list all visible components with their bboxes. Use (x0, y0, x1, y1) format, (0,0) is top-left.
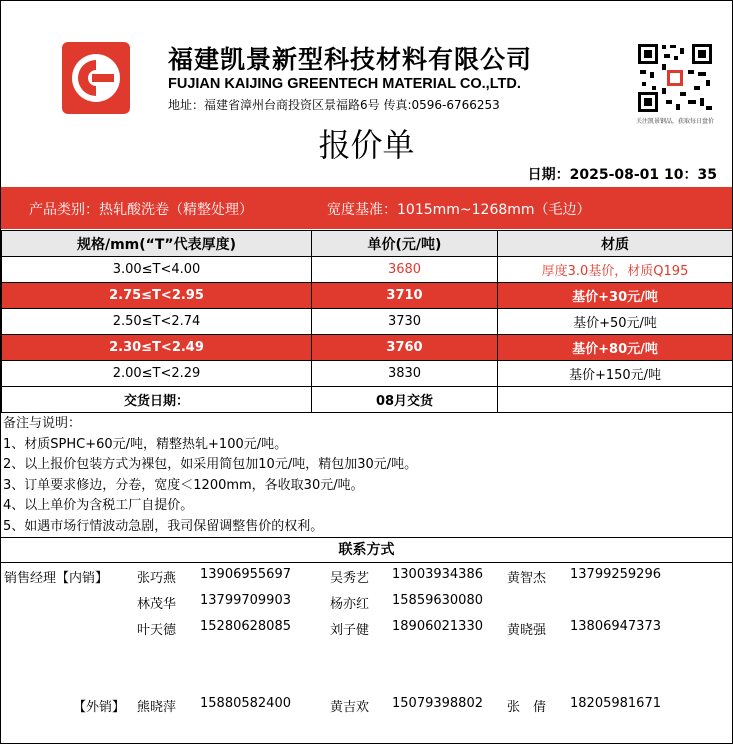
note-item: 1、材质SPHC+60元/吨，精整热轧+100元/吨。 (3, 436, 288, 452)
table-row (2, 309, 733, 335)
contact-name: 熊晓萍 (137, 700, 177, 715)
contact-phone[interactable]: 15079398802 (392, 696, 483, 711)
contact-name: 刘子健 (330, 623, 370, 638)
company-name-en: FUJIAN KAIJING GREENTECH MATERIAL CO.,LTD. (168, 76, 521, 92)
spec-cell: 2.75≤T<2.95 (2, 283, 312, 309)
qr-code-icon[interactable] (636, 42, 714, 114)
contact-phone[interactable]: 15880582400 (200, 696, 291, 711)
spec-cell: 3.00≤T<4.00 (2, 257, 312, 283)
company-name-cn: 福建凯景新型科技材料有限公司 (168, 45, 533, 74)
column-header: 单价(元/吨) (312, 231, 498, 257)
product-category: 产品类别：热轧酸洗卷（精整处理） (29, 202, 253, 218)
export-sales-label: 【外销】 (73, 700, 126, 715)
material-cell: 基价+150元/吨 (498, 361, 733, 387)
contact-name: 黄晓强 (507, 623, 547, 638)
material-cell: 厚度3.0基价，材质Q195 (498, 257, 733, 283)
price-cell: 3710 (312, 283, 498, 309)
column-header: 材质 (498, 231, 733, 257)
contact-phone[interactable]: 13906955697 (200, 567, 291, 582)
price-cell: 3730 (312, 309, 498, 335)
spec-cell: 2.50≤T<2.74 (2, 309, 312, 335)
contact-phone[interactable]: 13003934386 (392, 567, 483, 582)
spec-cell: 2.30≤T<2.49 (2, 335, 312, 361)
page-title: 报价单 (318, 126, 415, 164)
company-address: 地址：福建省漳州台商投资区景福路6号 传真:0596-6766253 (168, 98, 500, 112)
contact-name: 黄吉欢 (330, 700, 370, 715)
contact-phone[interactable]: 13806947373 (570, 619, 661, 634)
contact-name: 叶天德 (137, 623, 177, 638)
table-row (2, 361, 733, 387)
notes-section (3, 414, 417, 537)
note-item: 4、以上单价为含税工厂自提价。 (3, 498, 194, 513)
contact-phone[interactable]: 15280628085 (200, 619, 291, 634)
contact-phone[interactable]: 18906021330 (392, 619, 483, 634)
price-cell: 3760 (312, 335, 498, 361)
delivery-label: 交货日期： (2, 387, 312, 413)
price-table (1, 230, 733, 413)
contacts-title: 联系方式 (1, 537, 732, 563)
material-cell: 基价+80元/吨 (498, 335, 733, 361)
notes-heading: 备注与说明： (3, 416, 82, 431)
delivery-value: 08月交货 (312, 387, 498, 413)
note-item: 5、如遇市场行情波动急剧，我司保留调整售价的权利。 (3, 518, 324, 534)
contact-phone[interactable]: 13799709903 (200, 593, 291, 608)
spec-cell: 2.00≤T<2.29 (2, 361, 312, 387)
material-cell: 基价+30元/吨 (498, 283, 733, 309)
contact-name: 杨亦红 (330, 597, 370, 612)
table-header-row (2, 231, 733, 257)
delivery-row (2, 387, 733, 413)
contact-name: 张巧燕 (137, 571, 177, 586)
quote-date: 日期：2025-08-01 10：35 (527, 167, 717, 183)
table-row (2, 335, 733, 361)
table-row (2, 257, 733, 283)
category-bar (1, 187, 732, 229)
contact-phone[interactable]: 15859630080 (392, 593, 483, 608)
company-logo (62, 42, 130, 114)
width-standard: 宽度基准：1015mm~1268mm（毛边） (327, 202, 591, 218)
price-cell: 3680 (312, 257, 498, 283)
contact-name: 吴秀艺 (330, 571, 370, 586)
contact-name: 张 倩 (507, 700, 547, 715)
contact-phone[interactable]: 13799259296 (570, 567, 661, 582)
note-item: 3、订单要求修边，分卷，宽度＜1200mm，各收取30元/吨。 (3, 477, 364, 493)
contact-phone[interactable]: 18205981671 (570, 696, 661, 711)
material-cell: 基价+50元/吨 (498, 309, 733, 335)
domestic-sales-label: 销售经理【内销】 (4, 571, 109, 586)
qr-caption: 关注凯景钢品，获取每日盘价 (635, 118, 714, 125)
empty-cell (498, 387, 733, 413)
contact-name: 林茂华 (137, 597, 177, 612)
table-row (2, 283, 733, 309)
note-item: 2、以上报价包装方式为裸包，如采用简包加10元/吨，精包加30元/吨。 (3, 457, 418, 472)
column-header: 规格/mm(“T”代表厚度) (2, 231, 312, 257)
contact-name: 黄智杰 (507, 571, 547, 586)
price-cell: 3830 (312, 361, 498, 387)
